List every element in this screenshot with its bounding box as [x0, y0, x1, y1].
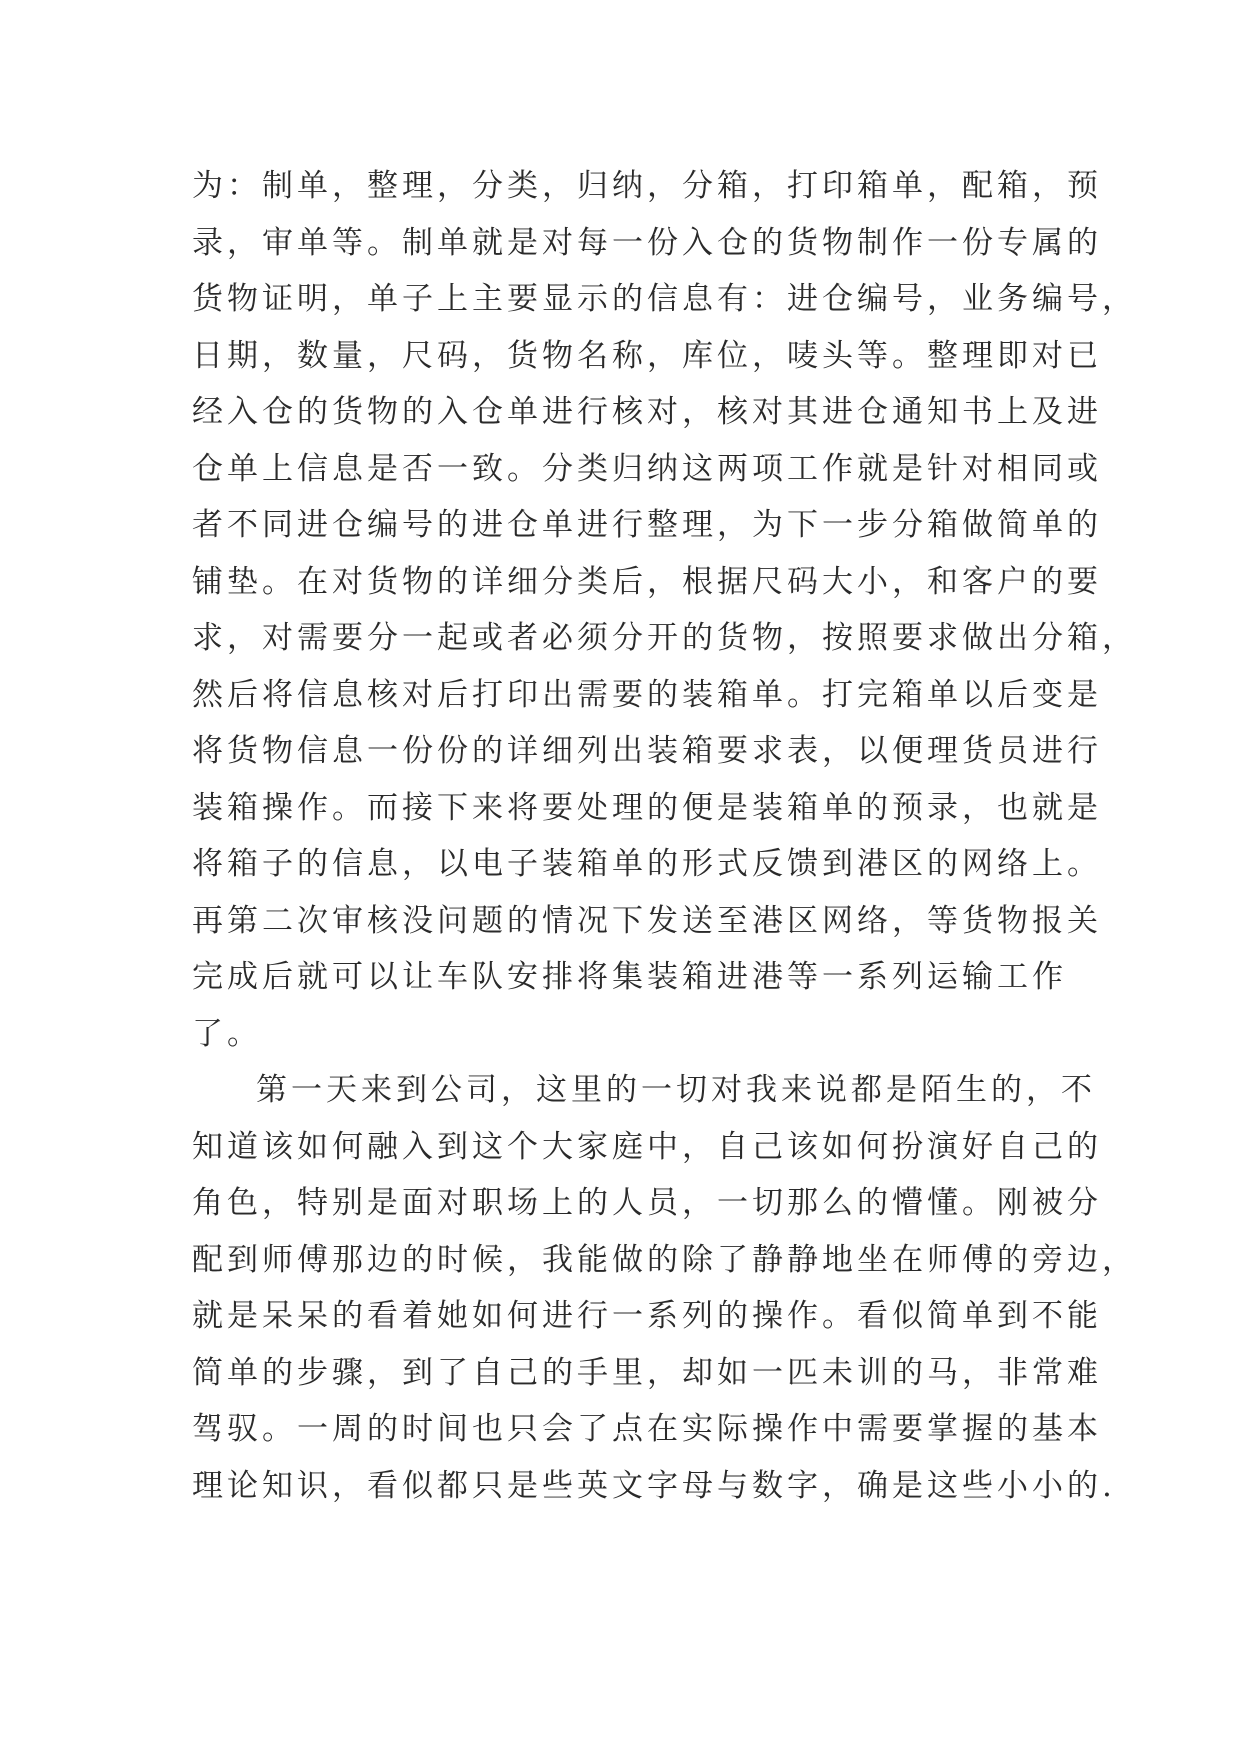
text-line: 为：制单，整理，分类，归纳，分箱，打印箱单，配箱，预 — [192, 168, 1102, 204]
document-body — [192, 158, 1137, 1514]
text-line: 货物证明，单子上主要显示的信息有：进仓编号，业务编号， — [192, 281, 1137, 317]
text-line: 理论知识，看似都只是些英文字母与数字，确是这些小小的. — [192, 1467, 1116, 1504]
text-line: 然后将信息核对后打印出需要的装箱单。打完箱单以后变是 — [192, 676, 1102, 713]
text-line: 日期，数量，尺码，货物名称，库位，唛头等。整理即对已 — [192, 337, 1102, 374]
text-line: 完成后就可以让车队安排将集装箱进港等一系列运输工作 — [192, 959, 1067, 995]
paragraph-first-day — [192, 1062, 1137, 1514]
text-line: 经入仓的货物的入仓单进行核对，核对其进仓通知书上及进 — [192, 394, 1102, 430]
text-line: 将箱子的信息，以电子装箱单的形式反馈到港区的网络上。 — [192, 846, 1102, 882]
text-line: 角色，特别是面对职场上的人员，一切那么的懵懂。刚被分 — [192, 1185, 1102, 1221]
text-line: 者不同进仓编号的进仓单进行整理，为下一步分箱做简单的 — [192, 507, 1102, 543]
text-line: 铺垫。在对货物的详细分类后，根据尺码大小，和客户的要 — [192, 563, 1102, 600]
text-line: 了。 — [192, 1015, 262, 1052]
text-line: 求，对需要分一起或者必须分开的货物，按照要求做出分箱， — [192, 620, 1137, 656]
text-line: 录，审单等。制单就是对每一份入仓的货物制作一份专属的 — [192, 224, 1102, 261]
text-line: 驾驭。一周的时间也只会了点在实际操作中需要掌握的基本 — [192, 1411, 1102, 1447]
text-line: 知道该如何融入到这个大家庭中，自己该如何扮演好自己的 — [192, 1128, 1102, 1165]
text-line: 将货物信息一份份的详细列出装箱要求表，以便理货员进行 — [192, 733, 1102, 769]
text-line: 再第二次审核没问题的情况下发送至港区网络，等货物报关 — [192, 902, 1102, 939]
text-line: 装箱操作。而接下来将要处理的便是装箱单的预录，也就是 — [192, 789, 1102, 826]
text-line: 就是呆呆的看着她如何进行一系列的操作。看似简单到不能 — [192, 1298, 1102, 1334]
text-line: 简单的步骤，到了自己的手里，却如一匹未训的马，非常难 — [192, 1354, 1102, 1391]
paragraph-continued — [192, 158, 1137, 1062]
text-line: 仓单上信息是否一致。分类归纳这两项工作就是针对相同或 — [192, 450, 1102, 487]
text-line: 第一天来到公司，这里的一切对我来说都是陌生的，不 — [256, 1072, 1096, 1108]
text-line: 配到师傅那边的时候，我能做的除了静静地坐在师傅的旁边， — [192, 1241, 1137, 1278]
